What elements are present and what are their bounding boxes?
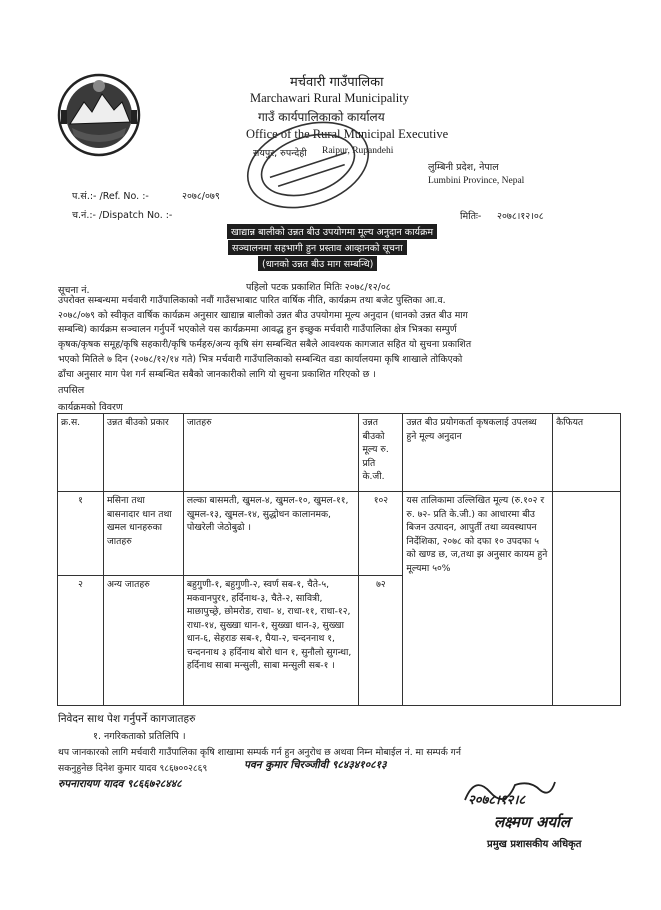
date-label: मितिः-	[460, 211, 482, 222]
table-header-cell: उन्नत बीउको प्रकार	[103, 414, 183, 492]
notice-paragraph-line: कृषक/कृषक समूह/कृषि सहकारी/कृषि फर्महरु/अन्य कृषि संग सम्बन्धित सबैले आवश्यक कागजात सहित यो सुचना प्रकाशित	[58, 339, 472, 351]
handwritten-contact-1: पवन कुमार चिरञ्जीवी ९८४३४१०८१३	[244, 759, 387, 771]
ref-number-label: प.सं.:- /Ref. No. :-	[72, 191, 149, 202]
table-cell-type: अन्य जातहरु	[103, 576, 183, 706]
signature-date: २०७८।१२।८	[468, 793, 526, 808]
notice-paragraph-line: सम्बन्धि) कार्यक्रम सञ्चालन गर्नुपर्ने भएकोले यस कार्यक्रममा आवद्ध हुन इच्छुक मर्चवारी गाउँपालिका क्षेत्र भित्रका सम्पुर्ण	[58, 324, 457, 336]
signatory-name: लक्ष्मण अर्याल	[494, 813, 571, 831]
table-header-cell: उन्नत बीउ प्रयोगकर्ता कृषकलाई उपलब्ध हुने मूल्य अनुदान	[403, 414, 553, 492]
office-name-np: गाउँ कार्यपालिकाको कार्यालय	[258, 110, 385, 124]
table-cell-sn: २	[58, 576, 104, 706]
notice-paragraph	[58, 294, 618, 382]
table-header-row	[58, 414, 621, 492]
banner-line-3: (धानको उन्नत बीउ माग सम्बन्धि)	[258, 256, 377, 271]
signatory-title: प्रमुख प्रशासकीय अधिकृत	[487, 839, 582, 850]
dispatch-number-label: च.नं.:- /Dispatch No. :-	[72, 210, 173, 221]
details-label: कार्यक्रमको विवरण	[58, 402, 123, 413]
address-np: रायपुर, रुपन्देही	[253, 148, 307, 159]
appendix-label: तपसिल	[58, 385, 85, 396]
table-header-cell: क्र.स.	[58, 414, 104, 492]
municipality-name-np: मर्चवारी गाउँपालिका	[290, 75, 384, 90]
office-stamp-icon	[233, 110, 383, 220]
table-cell-remarks	[553, 492, 621, 706]
province-en: Lumbini Province, Nepal	[428, 176, 525, 186]
ref-number-value: २०७८/०७९	[182, 191, 220, 202]
table-cell-sn: १	[58, 492, 104, 576]
contact-line-1: थप जानकारको लागि मर्चवारी गाउँपालिका कृषि शाखामा सम्पर्क गर्न हुन अनुरोध छ अथवा निम्न मोबाईल नं. मा सम्पर्क गर्न	[58, 747, 461, 758]
contact-line-2: सकनुहुनेछ दिनेश कुमार यादव ९८६७००२८६९	[58, 763, 208, 774]
documents-item: १. नगरिकताको प्रतिलिपि ।	[93, 731, 186, 742]
table-header-cell: उन्नत बीउको मूल्य रु. प्रति के.जी.	[359, 414, 403, 492]
table-cell-varieties: लल्का बासमती, खुमल-४, खुमल-१०, खुमल-११, खुमल-१३, खुमल-१४, सुद्धोधन कालानमक, पोखरेली जेठोबुढो ।	[183, 492, 359, 576]
table-cell-subsidy: यस तालिकामा उल्लिखित मूल्य (रु.१०२ र रु. ७२- प्रति के.जी.) का आधारमा बीउ बिजन उत्पादन, आपुर्ती तथा व्यवस्थापन निर्देशिका, २०७८ को दफा १० उपदफा ५ को खण्ड छ, ज,तथा झ अनुसार कायम हुने मूल्यमा ५०%	[403, 492, 553, 706]
municipality-name-en: Marchawari Rural Municipality	[250, 91, 409, 105]
notice-paragraph-line: भएको मितिले ७ दिन (२०७८/१२/१४ गते) भित्र मर्चवारी गाउँपालिकाको सम्बन्धित वडा कार्यालयमा कृषि शाखाले तोकिएको	[58, 353, 463, 365]
documents-heading: निवेदन साथ पेश गर्नुपर्ने कागजातहरु	[58, 713, 196, 725]
table-row	[58, 492, 621, 576]
program-table	[57, 413, 621, 706]
notice-paragraph-line: २०७८/०७९ को स्वीकृत वार्षिक कार्यक्रम अनुसार खाद्यान्न बालीको उन्नत बीउ उपयोगमा मूल्य अनुदान (धानको उन्नत बीउ माग	[58, 309, 468, 321]
table-header-cell: कैफियत	[553, 414, 621, 492]
table-cell-price: ७२	[359, 576, 403, 706]
table-header-cell: जातहरु	[183, 414, 359, 492]
municipality-emblem-icon	[56, 72, 142, 158]
office-name-en: Office of the Rural Municipal Executive	[246, 127, 449, 141]
province-np: लुम्बिनी प्रदेश, नेपाल	[428, 162, 499, 173]
table-cell-varieties: बहुगुणी-१, बहुगुणी-२, स्वर्ण सब-१, चैते-५, मकवानपुर१, हर्दिनाथ-३, चैते-२, सावित्री, माछापुच्छ्रे, छोमरोङ, राधा- ४, राधा-११, राधा-१२, राधा-१४, सुख्खा धान-१, सुख्खा धान-३, सुख्खा धान-६, सेहराङ सब-१, घैया-२, चन्दननाथ १, चन्दननाथ ३ हर्दिनाथ बोरो धान १, सुनौलो सुगन्धा, हर्दिनाथ साबा मन्सुली, साबा मन्सुली सब-१ ।	[183, 576, 359, 706]
first-published-date: पहिलो पटक प्रकाशित मितिः २०७८/१२/०८	[246, 282, 391, 293]
date-value: २०७८।१२।०८	[497, 211, 544, 222]
notice-paragraph-line: ढाँचा अनुसार माग पेश गर्न सम्बन्धित सबैको जानकारीको लागि यो सुचना प्रकाशित गरिएको छ ।	[58, 368, 376, 380]
table-cell-price: १०२	[359, 492, 403, 576]
banner-line-2: सञ्चालनमा सहभागी हुन प्रस्ताव आव्हानको सूचना	[228, 240, 407, 255]
notice-paragraph-line: उपरोक्त सम्बन्धमा मर्चवारी गाउँपालिकाको नवौं गाउँसभाबाट पारित वार्षिक नीति, कार्यक्रम तथा बजेट पुस्तिका आ.व.	[58, 295, 446, 306]
banner-line-1: खाद्यान्न बालीको उन्नत बीउ उपयोगमा मूल्य अनुदान कार्यक्रम	[227, 224, 437, 239]
table-cell-type: मसिना तथा बासनादार धान तथा खमल धानहरुका जातहरु	[103, 492, 183, 576]
handwritten-contact-2: रुपनारायण यादव ९८६६७२८४४८	[58, 778, 182, 790]
address-en: Raipur, Rupandehi	[322, 146, 394, 156]
notice-number-label: सूचना नं.	[58, 285, 90, 296]
